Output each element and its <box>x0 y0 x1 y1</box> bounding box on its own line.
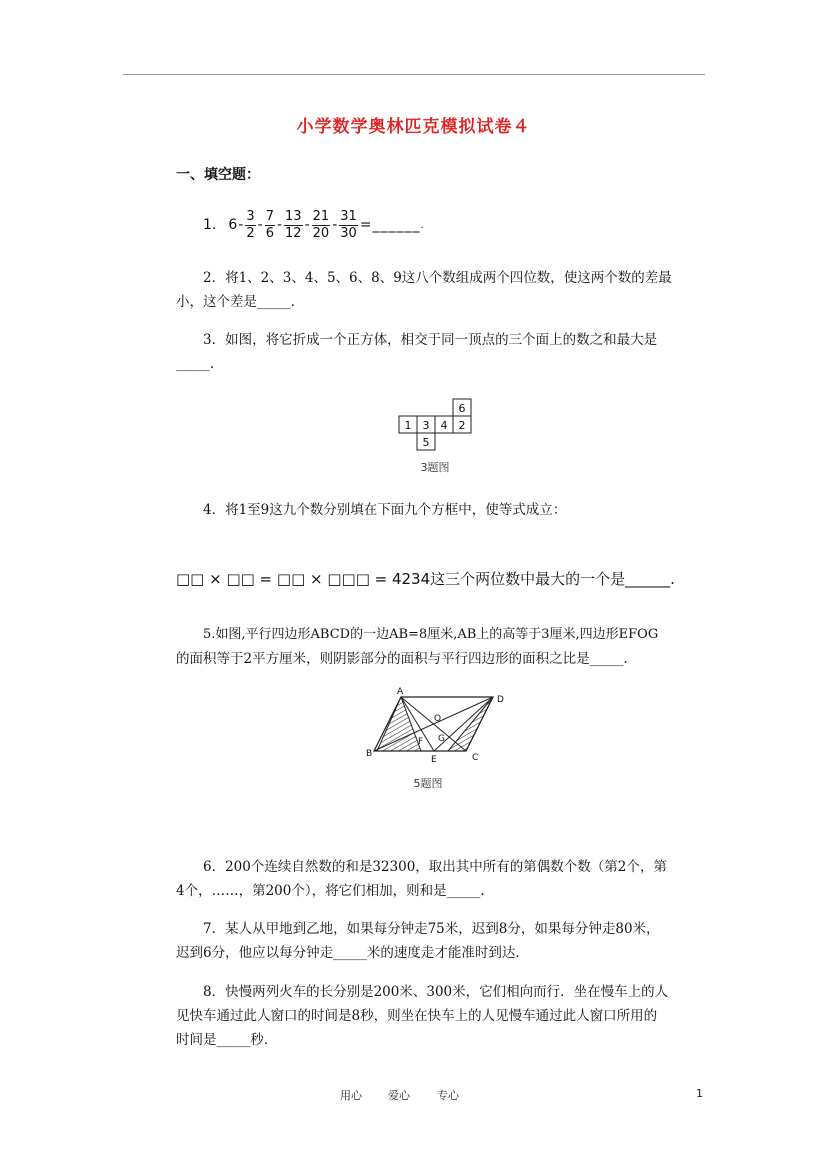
q1-fraction: $\frac{13}{12}$ <box>285 208 302 241</box>
cube-net-figure <box>395 392 485 482</box>
question-7-line-2: 迟到6分，他应以每分钟走_____米的速度走才能准时到达. <box>176 945 520 961</box>
footer-word: 专心 <box>437 1089 459 1102</box>
question-8-line-3: 时间是_____秒. <box>176 1032 269 1048</box>
question-5-line-1: 5.如图,平行四边形ABCD的一边AB=8厘米,AB上的高等于3厘米,四边形EFOG <box>203 627 659 642</box>
q1-number: 1. <box>203 217 217 233</box>
label-g: G <box>438 734 445 744</box>
label-c: C <box>472 753 479 763</box>
question-3-line-1: 3．如图，将它折成一个正方体，相交于同一顶点的三个面上的数之和最大是 <box>203 332 658 348</box>
label-e: E <box>431 755 437 765</box>
q1-fraction: $\frac{21}{20}$ <box>312 208 330 241</box>
question-3-line-2: _____. <box>176 356 215 372</box>
question-7-line-1: 7．某人从甲地到乙地，如果每分钟走75米，迟到8分，如果每分钟走80米， <box>203 921 660 937</box>
q1-fraction: $\frac{7}{6}$ <box>265 208 274 241</box>
question-2-line-1: 2．将1、2、3、4、5、6、8、9这八个数组成两个四位数，使这两个数的差最 <box>203 270 672 286</box>
section-heading: 一、填空题： <box>176 167 260 183</box>
label-d: D <box>497 695 504 705</box>
question-6-line-1: 6．200个连续自然数的和是32300，取出其中所有的第偶数个数（第2个，第 <box>203 859 667 875</box>
label-b: B <box>366 749 373 759</box>
net-label: 5 <box>422 436 430 449</box>
q1-blank: ______ <box>372 217 421 233</box>
question-5-line-2: 的面积等于2平方厘米，则阴影部分的面积与平行四边形的面积之比是_____. <box>176 651 628 667</box>
question-8-line-2: 见快车通过此人窗口的时间是8秒，则坐在快车上的人见慢车通过此人窗口所用的 <box>176 1008 658 1024</box>
question-2-line-2: 小，这个差是_____. <box>176 294 296 310</box>
label-o: O <box>434 714 442 724</box>
question-1: 1. 6 - $\frac{3}{2}$ - $\frac{7}{6}$ - $\frac{13}{12}$ - $\frac{21}{20}$ - $\frac{31}{30}$ = ______ . <box>203 208 424 241</box>
footer-word: 爱心 <box>388 1089 410 1102</box>
figure-3-caption: 3题图 <box>420 461 450 474</box>
q1-fraction: $\frac{3}{2}$ <box>246 208 255 241</box>
header-rule <box>123 74 705 75</box>
page-title: 小学数学奥林匹克模拟试卷４ <box>296 117 531 137</box>
net-label: 4 <box>440 419 448 432</box>
q1-end: . <box>420 219 424 231</box>
q1-fraction: $\frac{31}{30}$ <box>340 208 357 241</box>
q1-lead: 6 <box>228 217 238 233</box>
page-number: 1 <box>696 1087 703 1100</box>
net-label: 1 <box>404 419 412 432</box>
q1-equals: = <box>359 217 372 233</box>
footer-word: 用心 <box>340 1089 362 1102</box>
question-4-text: 4．将1至9这九个数分别填在下面九个方框中，使等式成立： <box>203 502 567 518</box>
net-label: 6 <box>458 402 466 415</box>
label-f: F <box>418 737 424 747</box>
net-label: 2 <box>458 419 466 432</box>
label-a: A <box>397 687 404 697</box>
question-8-line-1: 8．快慢两列火车的长分别是200米、300米，它们相向而行．坐在慢车上的人 <box>203 984 669 1000</box>
figure-5-caption: 5题图 <box>413 777 443 790</box>
question-6-line-2: 4个，……，第200个），将它们相加，则和是_____. <box>176 883 485 899</box>
question-4-equation: □□ × □□ = □□ × □□□ = 4234这三个两位数中最大的一个是______. <box>176 570 675 588</box>
shaded-triangle-left <box>377 697 424 751</box>
parallelogram-figure <box>362 684 512 794</box>
net-label: 3 <box>422 419 430 432</box>
